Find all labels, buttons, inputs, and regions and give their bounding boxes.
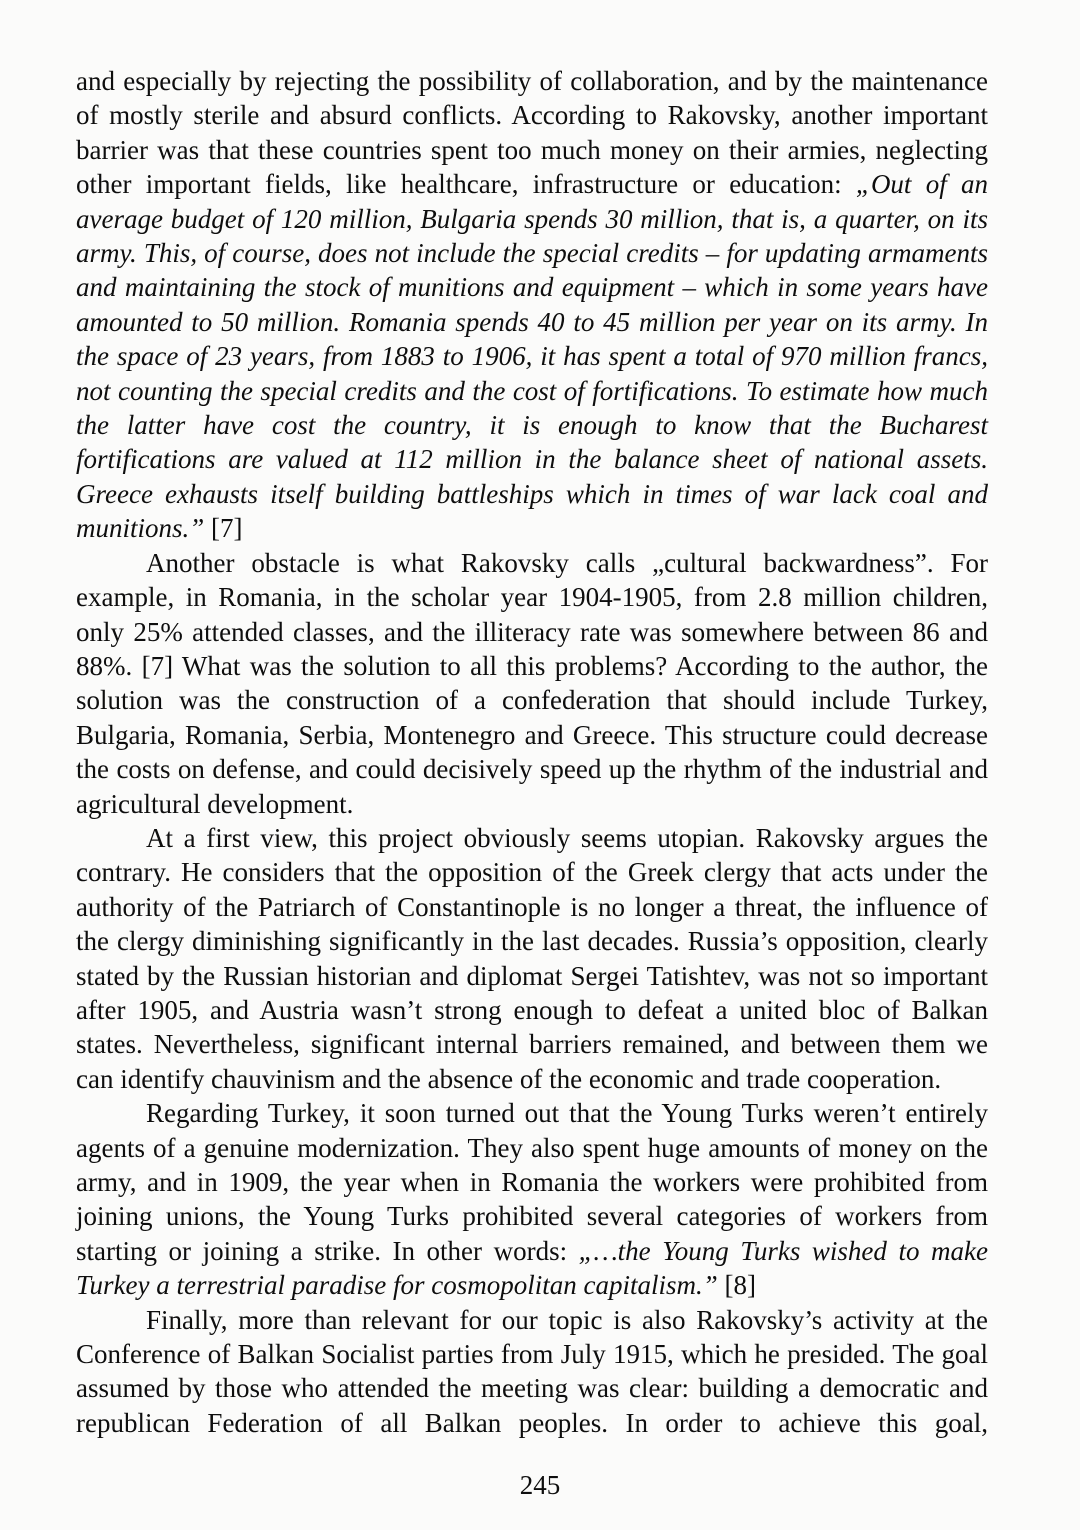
- quote-text: „…the Young Turks wished to make Turkey a terrestrial paradise for cosmopolitan capitalism.”: [76, 1235, 988, 1301]
- citation-ref: [8]: [717, 1270, 756, 1301]
- body-run: At a first view, this project obviously seems utopian. Rakovsky argues the contrary. He considers that the opposition of the Greek clergy that acts under the authority of the Patriarch of Constantinople is no longer a threat, the influence of the clergy diminishing significantly in the last decades. Russia’s opposition, clearly stated by the Russian historian and diplomat Sergei Tatishtev, was not so important after 1905, and Austria wasn’t strong enough to defeat a united bloc of Balkan states. Nevertheless, significant internal barriers remained, and between them we can identify chauvinism and the absence of the economic and trade cooperation.: [76, 822, 988, 1094]
- paragraph-utopian-project: [76, 821, 988, 1096]
- body-run: Regarding Turkey, it soon turned out that the Young Turks weren’t entirely agents of a genuine modernization. They also spent huge amounts of money on the army, and in 1909, the year when in Romania the workers were prohibited from joining unions, the Young Turks prohibited several categories of workers from starting or joining a strike. In other words:: [76, 1098, 988, 1266]
- paragraph-young-turks: [76, 1096, 988, 1302]
- citation-ref: [7]: [204, 513, 243, 544]
- paragraph-conference-1915: [76, 1303, 988, 1441]
- body-run: Finally, more than relevant for our topic is also Rakovsky’s activity at the Conference of Balkan Socialist parties from July 1915, which he presided. The goal assumed by those who attended the meeting was clear: building a democratic and republican Federation of all Balkan peoples. In order to achieve this goal,: [76, 1304, 988, 1438]
- page-number: 245: [519, 1470, 561, 1500]
- paragraph-cultural-backwardness: [76, 546, 988, 821]
- body-run: and especially by rejecting the possibility of collaboration, and by the maintenance of mostly sterile and absurd conflicts. According to Rakovsky, another important barrier was that these countries spent too much money on their armies, neglecting other important fields, like healthcare, infrastructure or education:: [76, 66, 988, 200]
- quote-text: „Out of an average budget of 120 million, Bulgaria spends 30 million, that is, a quarter, on its army. This, of course, does not include the special credits – for updating armaments and maintaining the stock of munitions and equipment – which in some years have amounted to 50 million. Romania spends 40 to 45 million per year on its army. In the space of 23 years, from 1883 to 1906, it has spent a total of 970 million francs, not counting the special credits and the cost of fortifications. To estimate how much the latter have cost the country, it is enough to know that the Bucharest fortifications are valued at 112 million in the balance sheet of national assets. Greece exhausts itself building battleships which in times of war lack coal and munitions.”: [76, 169, 988, 544]
- body-text: [76, 64, 988, 1440]
- paragraph-continuation: [76, 64, 988, 546]
- body-run: Another obstacle is what Rakovsky calls „cultural backwardness”. For example, in Romania, in the scholar year 1904-1905, from 2.8 million children, only 25% attended classes, and the illiteracy rate was somewhere between 86 and 88%. [7] What was the solution to all this problems? According to the author, the solution was the construction of a confederation that should include Turkey, Bulgaria, Romania, Serbia, Montenegro and Greece. This structure could decrease the costs on defense, and could decisively speed up the rhythm of the industrial and agricultural development.: [76, 547, 988, 819]
